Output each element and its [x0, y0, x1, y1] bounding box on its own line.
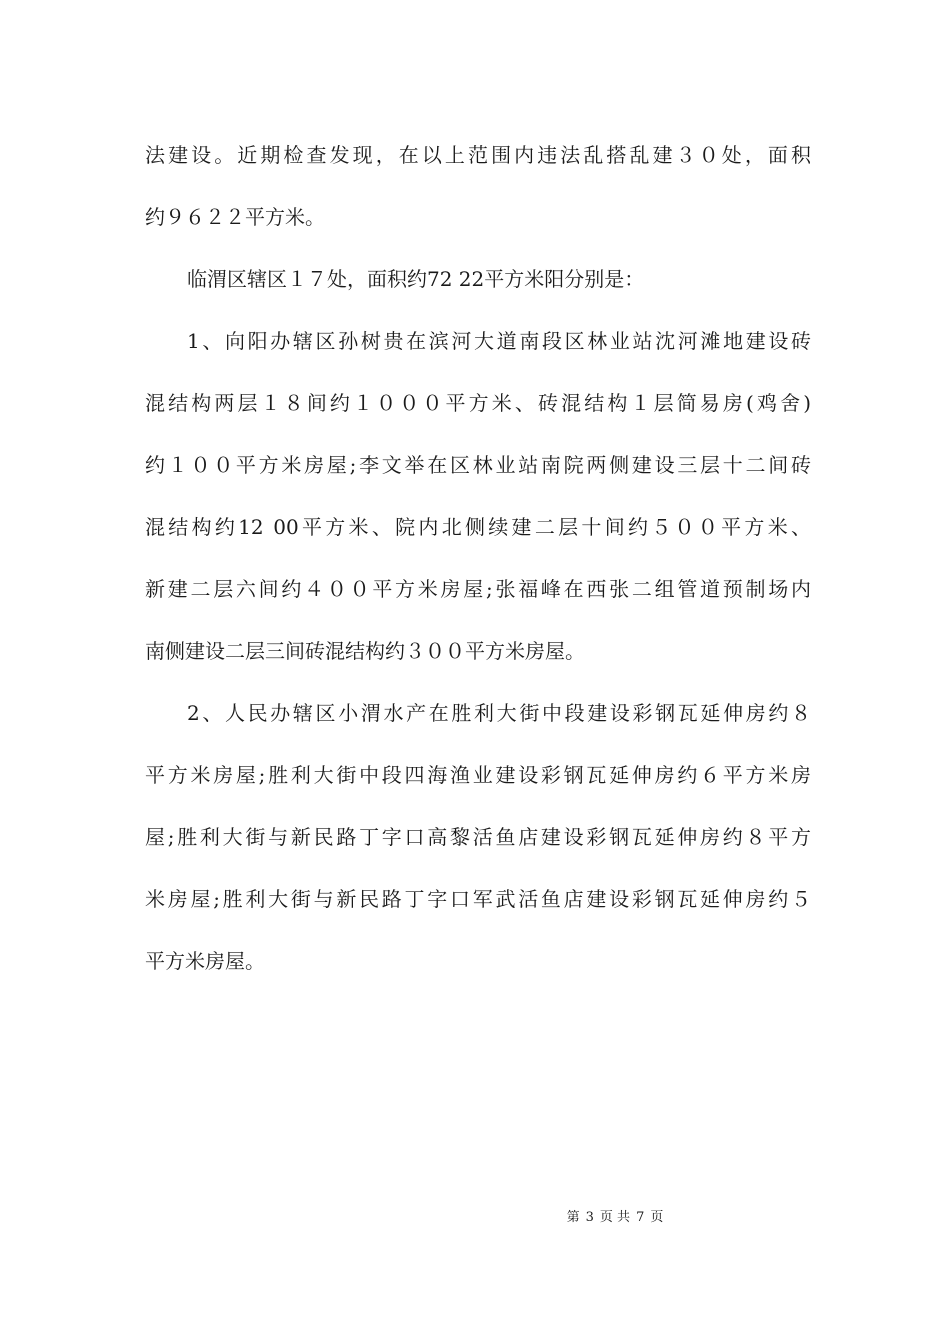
page-prefix: 第	[566, 1210, 580, 1225]
text-line-5: 混结构两层１８间约１０００平方米、砖混结构１层简易房(鸡舍)	[145, 391, 811, 415]
text-line-13: 米房屋;胜利大街与新民路丁字口军武活鱼店建设彩钢瓦延伸房约５	[145, 887, 811, 911]
body-text	[145, 132, 811, 1000]
text-line-11: 平方米房屋;胜利大街中段四海渔业建设彩钢瓦延伸房约６平方米房	[145, 763, 811, 787]
text-line-9: 南侧建设二层三间砖混结构约３００平方米房屋。	[145, 639, 585, 663]
page-total: 7	[636, 1210, 645, 1225]
page-current: 3	[585, 1210, 594, 1225]
page-footer	[0, 1206, 950, 1225]
page-suffix: 页	[650, 1210, 664, 1225]
text-line-6: 约１００平方米房屋;李文举在区林业站南院两侧建设三层十二间砖	[145, 453, 811, 477]
text-line-14: 平方米房屋。	[145, 949, 265, 973]
text-line-4: 1、向阳办辖区孙树贵在滨河大道南段区林业站沈河滩地建设砖	[187, 329, 811, 353]
text-line-10: 2、人民办辖区小渭水产在胜利大街中段建设彩钢瓦延伸房约８	[187, 701, 811, 725]
text-line-12: 屋;胜利大街与新民路丁字口高黎活鱼店建设彩钢瓦延伸房约８平方	[145, 825, 811, 849]
text-line-3: 临渭区辖区１７处，面积约72 22平方米阳分别是：	[187, 267, 645, 291]
text-line-2: 约９６２２平方米。	[145, 205, 325, 229]
page-number	[140, 1206, 950, 1225]
text-line-1: 法建设。近期检查发现，在以上范围内违法乱搭乱建３０处，面积	[145, 143, 811, 167]
text-line-8: 新建二层六间约４００平方米房屋;张福峰在西张二组管道预制场内	[145, 577, 811, 601]
text-line-7: 混结构约12 00平方米、院内北侧续建二层十间约５００平方米、	[145, 515, 811, 539]
page-mid: 页 共	[599, 1210, 631, 1225]
